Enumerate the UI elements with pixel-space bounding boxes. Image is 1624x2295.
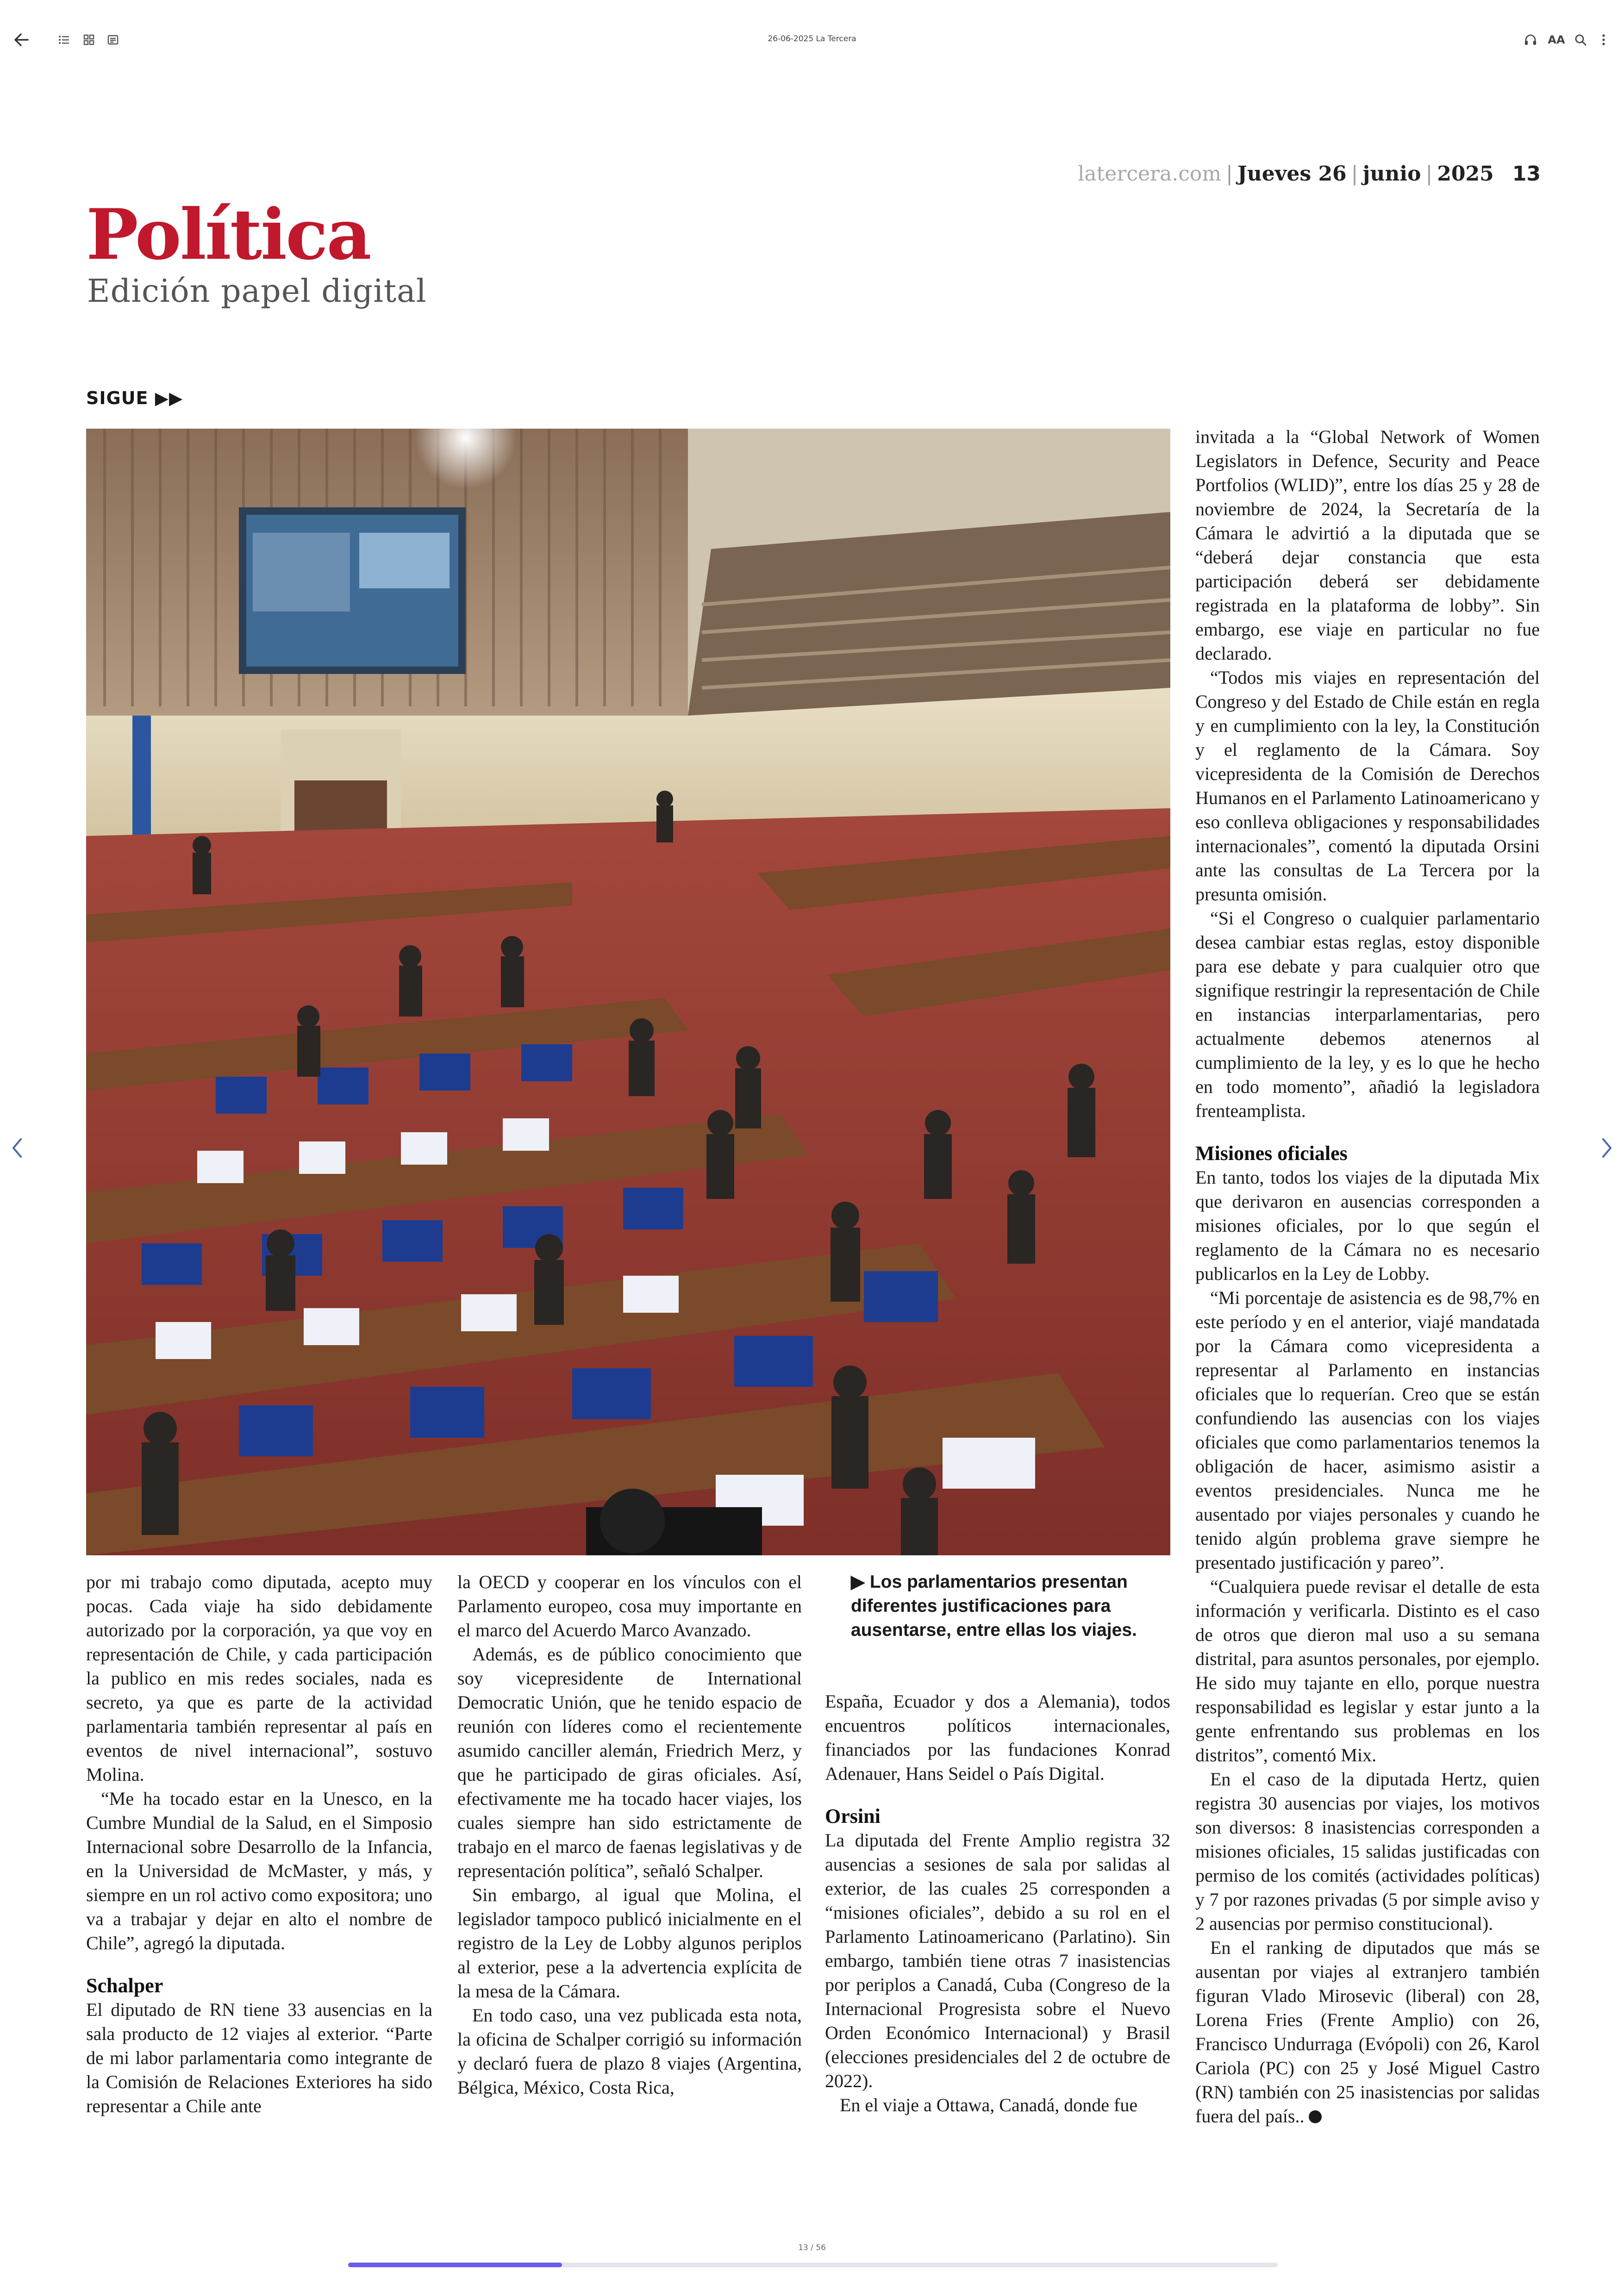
- chevron-left-icon[interactable]: [4, 1129, 31, 1166]
- end-of-article-mark: [1309, 2110, 1322, 2123]
- paragraph: Sin embargo, al igual que Molina, el legislador tampoco publicó inicialmente en el registro de la Ley de Lobby algunos periplos al exterior, pese a la advertencia explícita de la mesa de la Cámara.: [457, 1884, 802, 2002]
- chevron-right-icon[interactable]: [1593, 1129, 1620, 1166]
- paragraph: El diputado de RN tiene 33 ausencias en la sala producto de 12 viajes al exterior. “Parte de mi labor parlamentaria como integrante de la Comisión de Relaciones Exteriores ha sido representar a Chile ante: [86, 1999, 432, 2116]
- article-column-1: [86, 1570, 432, 2118]
- paragraph: invitada a la “Global Network of Women Legislators in Defence, Security and Peace Portfolios (WLID)”, entre los días 25 y 28 de noviembre de 2024, la Secretaría de la Cámara le advirtió a la diputada que se “deberá dejar constancia que esta participación deberá ser debidamente registrada en la plataforma de lobby”. Sin embargo, ese viaje en particular no fue declarado.: [1195, 426, 1540, 664]
- reader-toolbar: [0, 0, 1624, 83]
- page-counter: 13 / 56: [798, 2243, 826, 2252]
- headphones-icon[interactable]: [1523, 32, 1538, 47]
- document-title: 26-06-2025 La Tercera: [768, 34, 856, 44]
- page-view-icon[interactable]: [106, 33, 119, 46]
- photo-caption: ▶ Los parlamentarios presentan diferentes justificaciones para ausentarse, entre ellas los viajes.: [851, 1572, 1137, 1640]
- date-day: Jueves 26: [1237, 162, 1347, 186]
- reading-progress-bar[interactable]: [348, 2263, 1278, 2267]
- site-name[interactable]: latercera.com: [1078, 162, 1222, 186]
- reading-progress-fill: [348, 2263, 562, 2267]
- section-title: Política: [86, 194, 370, 275]
- paragraph: En el viaje a Ottawa, Canadá, donde fue: [840, 2095, 1138, 2115]
- continued-label: SIGUE ▶▶: [86, 388, 183, 408]
- date-year: 2025: [1437, 162, 1494, 186]
- article-column-4: [1195, 425, 1540, 2128]
- page-number: 13: [1512, 162, 1541, 186]
- paragraph: En tanto, todos los viajes de la diputada Mix que derivaron en ausencias corresponden a misiones oficiales, por lo que según el reglamento de la Cámara no es necesario publicarlos en la Ley de Lobby.: [1195, 1167, 1540, 1284]
- grid-icon[interactable]: [82, 33, 95, 46]
- paragraph: La diputada del Frente Amplio registra 32 ausencias a sesiones de sala por salidas al exterior, de las cuales 25 corresponden a “misiones oficiales”, debido a su rol en el Parlamento Latinoamericano (Parlatino). Sin embargo, también tiene otras 7 inasistencias por periplos a Canadá, Cuba (Congreso de la Internacional Progresista sobre el Nuevo Orden Económico Internacional) y Brasil (elecciones presidenciales del 2 de octubre de 2022).: [825, 1830, 1170, 2091]
- paragraph: por mi trabajo como diputada, acepto muy pocas. Cada viaje ha sido debidamente autorizado por la corporación, ya que voy en representación de Chile, y cada participación la publico en mis redes sociales, nada es secreto, ya que es parte de la actividad parlamentaria también representar al país en eventos de nivel internacional”, sostuvo Molina.: [86, 1572, 432, 1785]
- date-month: junio: [1362, 162, 1421, 186]
- text-size-icon[interactable]: AA: [1548, 33, 1565, 46]
- section-subtitle: Edición papel digital: [87, 273, 427, 310]
- subheading: Schalper: [86, 1974, 163, 1997]
- paragraph: “Cualquiera puede revisar el detalle de esta información y verificarla. Distinto es el caso de otros que dieron mal uso a su semana distrital, para asuntos personales, por ejemplo. He sido muy tajante en ello, porque nuestra responsabilidad es legislar y estar junto a la gente enfrentando sus problemas en los distritos”, comentó Mix.: [1195, 1576, 1540, 1765]
- paragraph: la OECD y cooperar en los vínculos con el Parlamento europeo, cosa muy importante en el marco del Acuerdo Marco Avanzado.: [457, 1572, 802, 1640]
- more-vertical-icon[interactable]: [1598, 32, 1609, 47]
- article-photo: [86, 429, 1170, 1555]
- paragraph: En todo caso, una vez publicada esta nota, la oficina de Schalper corrigió su información y declaró fuera de plazo 8 viajes (Argentina, Bélgica, México, Costa Rica,: [457, 2005, 802, 2098]
- subheading: Misiones oficiales: [1195, 1142, 1348, 1165]
- article-column-2: [457, 1570, 802, 2100]
- paragraph: “Me ha tocado estar en la Unesco, en la Cumbre Mundial de la Salud, en el Simposio Internacional sobre Desarrollo de la Infancia, en la Universidad de McMaster, y más, y siempre en un rol activo como expositora; uno va a trabajar y dejar en alto el nombre de Chile”, agregó la diputada.: [86, 1788, 432, 1953]
- paragraph: Además, es de público conocimiento que soy vicepresidente de International Democratic Unión, que he tenido espacio de reunión con líderes como el recientemente asumido canciller alemán, Friedrich Merz, y que he participado de giras oficiales. Así, efectivamente me ha tocado hacer viajes, los cuales siempre han sido estrictamente de trabajo en el marco de faenas legislativas y de representación política”, señaló Schalper.: [457, 1644, 802, 1881]
- arrow-left-icon[interactable]: [11, 30, 31, 50]
- list-icon[interactable]: [57, 33, 70, 46]
- search-icon[interactable]: [1573, 32, 1588, 47]
- paragraph: “Si el Congreso o cualquier parlamentario desea cambiar estas reglas, estoy disponible para ese debate y para cualquier otro que signifique restringir la representación de Chile en instancias interparlamentarias, pero actualmente debemos atenernos al cumplimiento de la ley, y es lo que he hecho en todo momento”, añadió la legisladora frenteamplista.: [1195, 908, 1540, 1121]
- paragraph: En el caso de la diputada Hertz, quien registra 30 ausencias por viajes, los motivos son diversos: 8 inasistencias corresponden a misiones oficiales, 15 salidas justificadas con permiso de los comités (actividades políticas) y 7 por razones privadas (5 por simple aviso y 2 ausencias por permiso constitucional).: [1195, 1769, 1540, 1934]
- article-column-3: [825, 1690, 1170, 2117]
- paragraph: “Mi porcentaje de asistencia es de 98,7% en este período y en el anterior, viajé mandatada por la Cámara como vicepresidenta a representar al Parlamento en instancias oficiales que lo requerían. Creo que se están confundiendo las ausencias con los viajes oficiales que como parlamentarios tenemos la obligación de hacer, asimismo asistir a eventos presidenciales. Nunca me he ausentado por viajes personales y cuando he tenido algún problema grave siempre he presentado justificación y pareo”.: [1195, 1287, 1540, 1573]
- dateline: latercera.com | Jueves 26 | junio | 2025 13: [1078, 162, 1541, 186]
- paragraph: “Todos mis viajes en representación del Congreso y del Estado de Chile están en regla y en cumplimiento con la ley, la Constitución y el reglamento de la Cámara. Soy vicepresidenta de la Comisión de Derechos Humanos en el Parlamento Latinoamericano y eso conlleva obligaciones y responsabilidades internacionales”, comentó la diputada Orsini ante las consultas de La Tercera por la presunta omisión.: [1195, 667, 1540, 904]
- paragraph: España, Ecuador y dos a Alemania), todos encuentros políticos internacionales, financiados por las fundaciones Konrad Adenauer, Hans Seidel o País Digital.: [825, 1691, 1170, 1784]
- subheading: Orsini: [825, 1805, 881, 1827]
- paragraph: En el ranking de diputados que más se ausentan por viajes al extranjero también figuran Vlado Mirosevic (liberal) con 28, Lorena Fries (Frente Amplio) con 26, Francisco Undurraga (Evópoli) con 26, Karol Cariola (PC) con 25 y José Miguel Castro (RN) también con 25 inasistencias por salidas fuera del país..: [1195, 1937, 1540, 2127]
